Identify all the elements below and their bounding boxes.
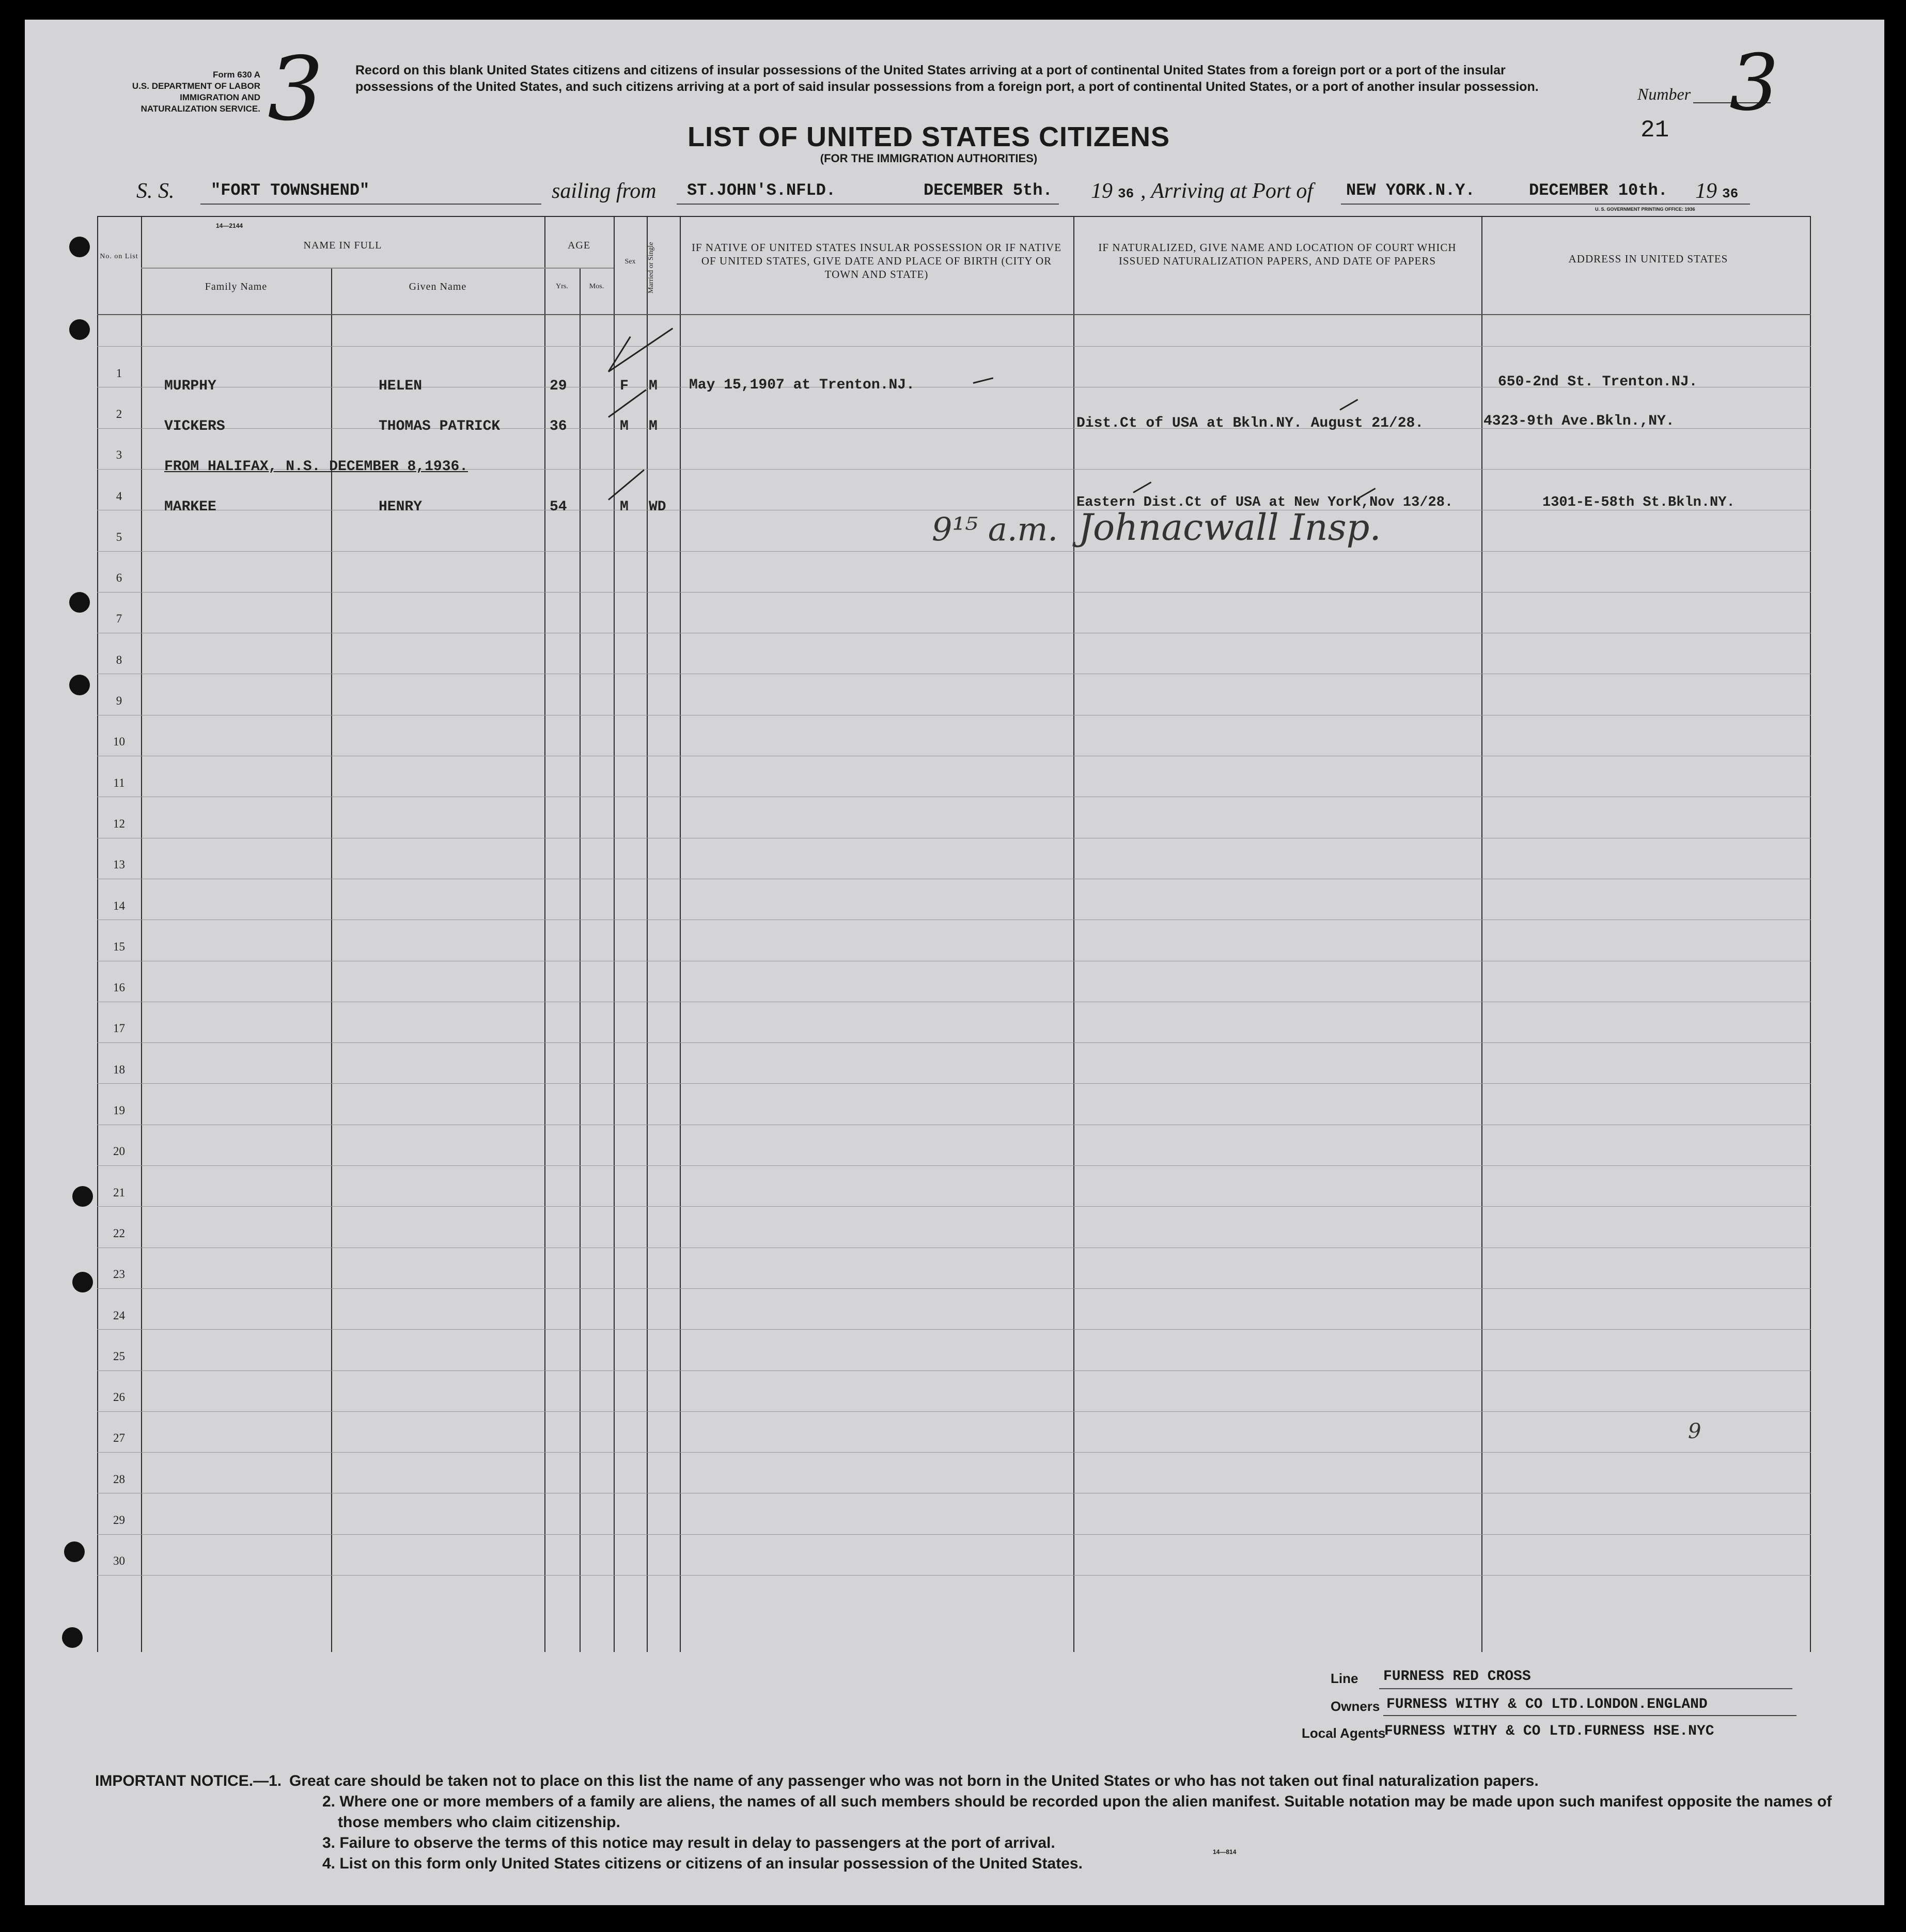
- row-number: 7: [116, 612, 122, 625]
- ship-underline: [200, 204, 541, 205]
- line-label: Line: [1331, 1671, 1358, 1686]
- ship-name: "FORT TOWNSHEND": [211, 181, 370, 200]
- row-rule: [97, 346, 1811, 347]
- row2-married: M: [649, 418, 658, 434]
- col-border-right: [1810, 216, 1811, 1652]
- row3-note: FROM HALIFAX, N.S. DECEMBER 8,1936.: [164, 459, 468, 475]
- arriving-label: , Arriving at Port of: [1141, 179, 1314, 203]
- row2-family-name: VICKERS: [164, 418, 225, 434]
- service-line-1: IMMIGRATION AND: [180, 92, 260, 102]
- table-top-border: [97, 216, 1811, 217]
- header-mos: Mos.: [589, 283, 604, 290]
- arrival-year-prefix: 19: [1695, 179, 1717, 203]
- row4-family-name: MARKEE: [164, 499, 216, 515]
- row-number: 5: [116, 531, 122, 543]
- departure-date: DECEMBER 5th.: [924, 181, 1053, 200]
- arrival-year: 36: [1722, 186, 1739, 201]
- col-border-yrs: [580, 268, 581, 1652]
- number-label: Number: [1637, 85, 1691, 103]
- header-given-name: Given Name: [409, 281, 467, 292]
- notice-item-4: 4. List on this form only United States citizens or citizens of an insular possession of the United States.: [322, 1855, 1083, 1872]
- row1-address: 650-2nd St. Trenton.NJ.: [1498, 374, 1698, 390]
- page-subtitle: (FOR THE IMMIGRATION AUTHORITIES): [820, 152, 1038, 165]
- col-border-birth: [1073, 216, 1074, 1652]
- row-number: 2: [116, 408, 122, 420]
- check-mark: [608, 328, 673, 372]
- local-agents-value: FURNESS WITHY & CO LTD.FURNESS HSE.NYC: [1384, 1723, 1714, 1739]
- row4-married: WD: [649, 499, 666, 515]
- row-rule: [97, 1288, 1811, 1289]
- row-rule: [97, 1206, 1811, 1207]
- check-mark: [1133, 481, 1151, 493]
- sailing-from-label: sailing from: [552, 179, 657, 203]
- row-number: 28: [113, 1473, 125, 1486]
- punch-hole: [69, 675, 90, 695]
- sheet-number: 21: [1641, 117, 1669, 144]
- important-notice: [95, 1771, 1841, 1874]
- row-number: 19: [113, 1104, 125, 1117]
- row-rule: [97, 592, 1811, 593]
- check-mark: [608, 336, 631, 372]
- col-border-family: [331, 268, 332, 1652]
- handwritten-list-number: 3: [1729, 38, 1779, 128]
- subheader-divider: [141, 268, 614, 269]
- row-number: 1: [116, 367, 122, 380]
- row-rule: [97, 1452, 1811, 1453]
- handwritten-page-number: 3: [268, 38, 324, 141]
- line-underline: [1379, 1688, 1792, 1689]
- row-number: 18: [113, 1063, 125, 1076]
- row-number: 11: [113, 776, 125, 789]
- header-married-single: Married or Single: [647, 242, 655, 293]
- department-line: U.S. DEPARTMENT OF LABOR: [132, 81, 260, 91]
- departure-port: ST.JOHN'S.NFLD.: [687, 181, 836, 200]
- punch-hole: [69, 592, 90, 613]
- punch-hole: [72, 1272, 93, 1292]
- row-number: 24: [113, 1309, 125, 1322]
- row-rule: [97, 1165, 1811, 1166]
- row-rule: [97, 1534, 1811, 1535]
- row-rule: [97, 551, 1811, 552]
- service-line-2: NATURALIZATION SERVICE.: [140, 104, 260, 114]
- row-number: 10: [113, 735, 125, 748]
- row-number: 3: [116, 448, 122, 461]
- punch-hole: [62, 1627, 83, 1648]
- header-yrs: Yrs.: [556, 283, 568, 290]
- year-prefix: 19: [1091, 179, 1113, 203]
- row-number: 15: [113, 940, 125, 953]
- check-mark: [973, 377, 994, 384]
- row-number: 25: [113, 1350, 125, 1363]
- notice-item-1: IMPORTANT NOTICE.—1. Great care should be taken not to place on this list the name of any passenger who was not born in the United States or who has not taken out final naturalization papers.: [95, 1771, 1841, 1791]
- footer-form-code: 14—814: [1213, 1848, 1237, 1856]
- local-agents-label: Local Agents: [1302, 1725, 1386, 1741]
- row1-age-yrs: 29: [550, 378, 567, 394]
- row2-given-name: THOMAS PATRICK: [379, 418, 501, 434]
- row2-age-yrs: 36: [550, 418, 567, 434]
- manifest-page: [25, 20, 1884, 1905]
- col-border-no: [141, 216, 142, 1652]
- citizens-table: [97, 216, 1811, 1652]
- row1-birth: May 15,1907 at Trenton.NJ.: [689, 377, 915, 393]
- col-border-married: [680, 216, 681, 1652]
- owners-label: Owners: [1331, 1699, 1380, 1714]
- row-number: 21: [113, 1186, 125, 1199]
- gpo-imprint: U. S. GOVERNMENT PRINTING OFFICE: 1936: [1595, 207, 1695, 212]
- header-naturalized: IF NATURALIZED, GIVE NAME AND LOCATION OF COURT WHICH ISSUED NATURALIZATION PAPERS, AND DATE OF PAPERS: [1098, 241, 1457, 267]
- col-border-sex: [647, 216, 648, 1652]
- arrival-date: DECEMBER 10th.: [1529, 181, 1668, 200]
- notice-item-2: 2. Where one or more members of a family are aliens, the names of all such members should be recorded upon the alien manifest. Suitable notation may be made upon such manifest opposite the names of those members who claim citizenship.: [322, 1793, 1832, 1831]
- row-rule: [97, 1575, 1811, 1576]
- punch-hole: [72, 1186, 93, 1207]
- record-instructions: Record on this blank United States citizens and citizens of insular possessions of the United States arriving at a port of continental United States from a foreign port or a port of the insular possessions of the United States, and such citizens arriving at a port of said insular possessions from a foreign port, a port of continental United States, or a port of another insular possession.: [355, 63, 1539, 94]
- row-number: 4: [116, 490, 122, 503]
- row-number: 6: [116, 571, 122, 584]
- line-value: FURNESS RED CROSS: [1383, 1669, 1531, 1685]
- row4-age-yrs: 54: [550, 499, 567, 515]
- header-address: ADDRESS IN UNITED STATES: [1568, 253, 1728, 265]
- row2-sex: M: [620, 418, 629, 434]
- check-mark: [1339, 399, 1358, 411]
- row-number: 27: [113, 1431, 125, 1444]
- departure-year: 36: [1118, 186, 1134, 201]
- row-number: 14: [113, 899, 125, 912]
- header-name-in-full: NAME IN FULL: [303, 240, 382, 251]
- header-sex: Sex: [624, 258, 636, 266]
- row-number: 16: [113, 981, 125, 994]
- row1-family-name: MURPHY: [164, 378, 216, 394]
- row-rule: [97, 1083, 1811, 1084]
- row-number: 29: [113, 1514, 125, 1526]
- col-border-naturalized: [1481, 216, 1482, 1652]
- row-number: 20: [113, 1145, 125, 1158]
- header-birth: IF NATIVE OF UNITED STATES INSULAR POSSESSION OR IF NATIVE OF UNITED STATES, GIVE DATE AND PLACE OF BIRTH (CITY OR TOWN AND STATE): [691, 241, 1062, 281]
- punch-hole: [69, 319, 90, 340]
- row2-naturalized: Dist.Ct of USA at Bkln.NY. August 21/28.: [1076, 415, 1424, 431]
- punch-hole: [69, 237, 90, 257]
- ss-label: S. S.: [136, 179, 175, 203]
- row-number: 13: [113, 858, 125, 871]
- handwritten-time: 9¹⁵ a.m.: [932, 510, 1058, 548]
- notice-lead: IMPORTANT NOTICE.—1.: [95, 1772, 282, 1789]
- form-number: Form 630 A: [213, 70, 260, 80]
- form-identification: [74, 69, 260, 115]
- departure-underline: [677, 204, 1059, 205]
- arrival-underline: [1341, 204, 1744, 205]
- row-number: 23: [113, 1268, 125, 1281]
- row4-naturalized: Eastern Dist.Ct of USA at New York,Nov 13/28.: [1076, 495, 1454, 510]
- arrival-port: NEW YORK.N.Y.: [1346, 181, 1475, 200]
- row-number: 9: [116, 694, 122, 707]
- row-number: 26: [113, 1391, 125, 1404]
- year-underline: [1693, 204, 1750, 205]
- row-rule: [97, 1329, 1811, 1330]
- header-family-name: Family Name: [205, 281, 268, 292]
- header-no: No. on List: [100, 253, 138, 260]
- row-rule: [97, 1042, 1811, 1043]
- stray-number-mark: 9: [1688, 1420, 1701, 1443]
- row-number: 22: [113, 1227, 125, 1240]
- row-rule: [97, 1370, 1811, 1371]
- row1-married: M: [649, 378, 658, 394]
- row1-sex: F: [620, 378, 629, 394]
- row4-address: 1301-E-58th St.Bkln.NY.: [1542, 495, 1735, 510]
- inspector-signature: Johnacwall Insp.: [1079, 506, 1381, 549]
- row-number: 12: [113, 817, 125, 830]
- page-title: LIST OF UNITED STATES CITIZENS: [688, 121, 1170, 152]
- row1-given-name: HELEN: [379, 378, 423, 394]
- punch-hole: [64, 1541, 85, 1562]
- col-border-name: [544, 216, 545, 1652]
- row4-sex: M: [620, 499, 629, 515]
- notice-item-3: 3. Failure to observe the terms of this notice may result in delay to passengers at the port of arrival.: [322, 1834, 1055, 1851]
- row-number: 8: [116, 653, 122, 666]
- row4-given-name: HENRY: [379, 499, 423, 515]
- row-rule: [97, 1411, 1811, 1412]
- col-border-age: [614, 216, 615, 1652]
- form-code: 14—2144: [216, 222, 243, 229]
- row-number: 30: [113, 1554, 125, 1567]
- header-age: AGE: [567, 240, 591, 251]
- owners-value: FURNESS WITHY & CO LTD.LONDON.ENGLAND: [1386, 1696, 1708, 1712]
- owners-underline: [1383, 1715, 1796, 1716]
- header-bottom-border: [97, 314, 1811, 315]
- row2-address: 4323-9th Ave.Bkln.,NY.: [1483, 413, 1675, 429]
- row-number: 17: [113, 1022, 125, 1035]
